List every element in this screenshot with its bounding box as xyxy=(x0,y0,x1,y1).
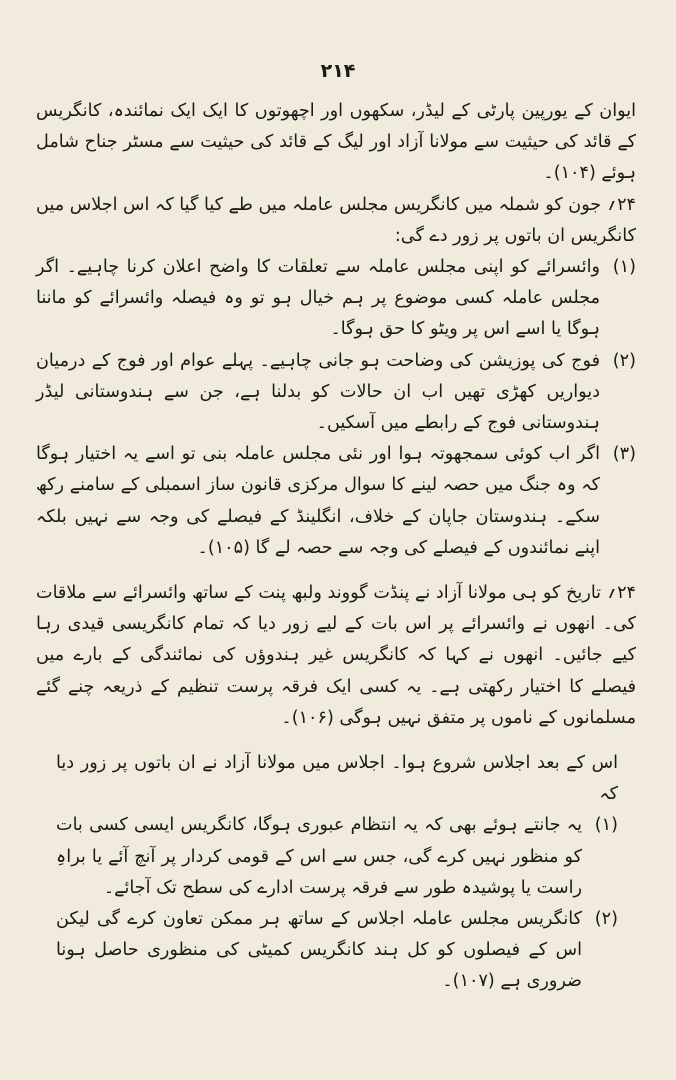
list-item-number: (۳) xyxy=(612,444,636,465)
list-item-number: (۲) xyxy=(612,350,636,371)
paragraph-3: ۲۴؍ تاریخ کو ہی مولانا آزاد نے پنڈت گووند ولبھ پنت کے ساتھ وائسرائے سے ملاقات کی۔ انھوں نے وائسرائے پر اس بات کے لیے زور دیا کہ تمام کانگریسی قیدی رہا کیے جائیں۔ انھوں نے کہا کہ کانگریس غیر ہندوؤں کی نمائندگی کے بارے میں فیصلے کا اختیار رکھتی ہے۔ یہ کسی ایک فرقہ پرست تنظیم کے ذریعہ چنے گئے مسلمانوں کے ناموں پر متفق نہیں ہوگی (۱۰۶)۔ xyxy=(36,583,636,728)
list-item-text: کانگریس مجلس عاملہ اجلاس کے ساتھ ہر ممکن تعاون کرے گی لیکن اس کے فیصلوں کو کل ہند کانگریس کمیٹی کی منظوری حاصل ہونا ضروری ہے (۱۰۷)۔ xyxy=(56,909,582,992)
paragraph-1: ایوان کے یورپین پارٹی کے لیڈر، سکھوں اور اچھوتوں کا ایک ایک نمائندہ، کانگریس کے قائد کی حیثیت سے مولانا آزاد اور لیگ کے قائد کی حیثیت سے مسٹر جناح شامل ہوئے (۱۰۴)۔ xyxy=(36,101,636,184)
list-item-number: (۱) xyxy=(612,257,636,278)
list-item-text: فوج کی پوزیشن کی وضاحت ہو جانی چاہیے۔ پہلے عوام اور فوج کے درمیان دیواریں کھڑی تھیں اب ان حالات کو بدلنا ہے، جن سے ہندوستانی لیڈر ہندوستانی فوج کے رابطے میں آسکیں۔ xyxy=(36,350,600,434)
page-text xyxy=(36,96,636,998)
list-item-text: یہ جانتے ہوئے بھی کہ یہ انتظام عبوری ہوگا، کانگریس ایسی کسی بات کو منظور نہیں کرے گی، جس سے اس کے قومی کردار پر آنچ آئے یا براہِ راست یا پوشیدہ طور سے فرقہ پرست ادارے کی سطح تک آجائے۔ xyxy=(56,815,582,898)
list-item-3 xyxy=(36,439,636,564)
list-item-1 xyxy=(36,252,636,346)
list-item-text: وائسرائے کو اپنی مجلس عاملہ سے تعلقات کا واضح اعلان کرنا چاہیے۔ اگر مجلس عاملہ کسی موضوع پر ہم خیال ہو تو وہ فیصلہ وائسرائے کو ماننا ہوگا یا اسے اس پر ویٹو کا حق ہوگا۔ xyxy=(36,257,600,340)
paragraph-4: اس کے بعد اجلاس شروع ہوا۔ اجلاس میں مولانا آزاد نے ان باتوں پر زور دیا کہ xyxy=(56,753,618,805)
meeting-section xyxy=(36,748,636,998)
list-item-text: اگر اب کوئی سمجھوتہ ہوا اور نئی مجلس عاملہ بنی تو اسے یہ اختیار ہوگا کہ وہ جنگ میں حصہ لینے کا سوال مرکزی قانون ساز اسمبلی کے سامنے رکھ سکے۔ ہندوستان جاپان کے خلاف، انگلینڈ کے فیصلے کی وجہ سے نہیں بلکہ اپنے نمائندوں کے فیصلے کی وجہ سے حصہ لے گا (۱۰۵)۔ xyxy=(36,444,600,558)
paragraph-2: ۲۴؍ جون کو شملہ میں کانگریس مجلس عاملہ میں طے کیا گیا کہ اس اجلاس میں کانگریس ان باتوں پر زور دے گی: xyxy=(36,194,636,246)
list-item-number: (۱) xyxy=(594,815,618,836)
paragraph-gap xyxy=(36,564,636,578)
list-item-2 xyxy=(36,346,636,440)
page-number: ۲۱۴ xyxy=(320,60,356,82)
list-item-4 xyxy=(56,810,618,904)
list-item-5 xyxy=(56,904,618,998)
list-item-number: (۲) xyxy=(594,909,618,930)
paragraph-gap xyxy=(36,734,636,748)
